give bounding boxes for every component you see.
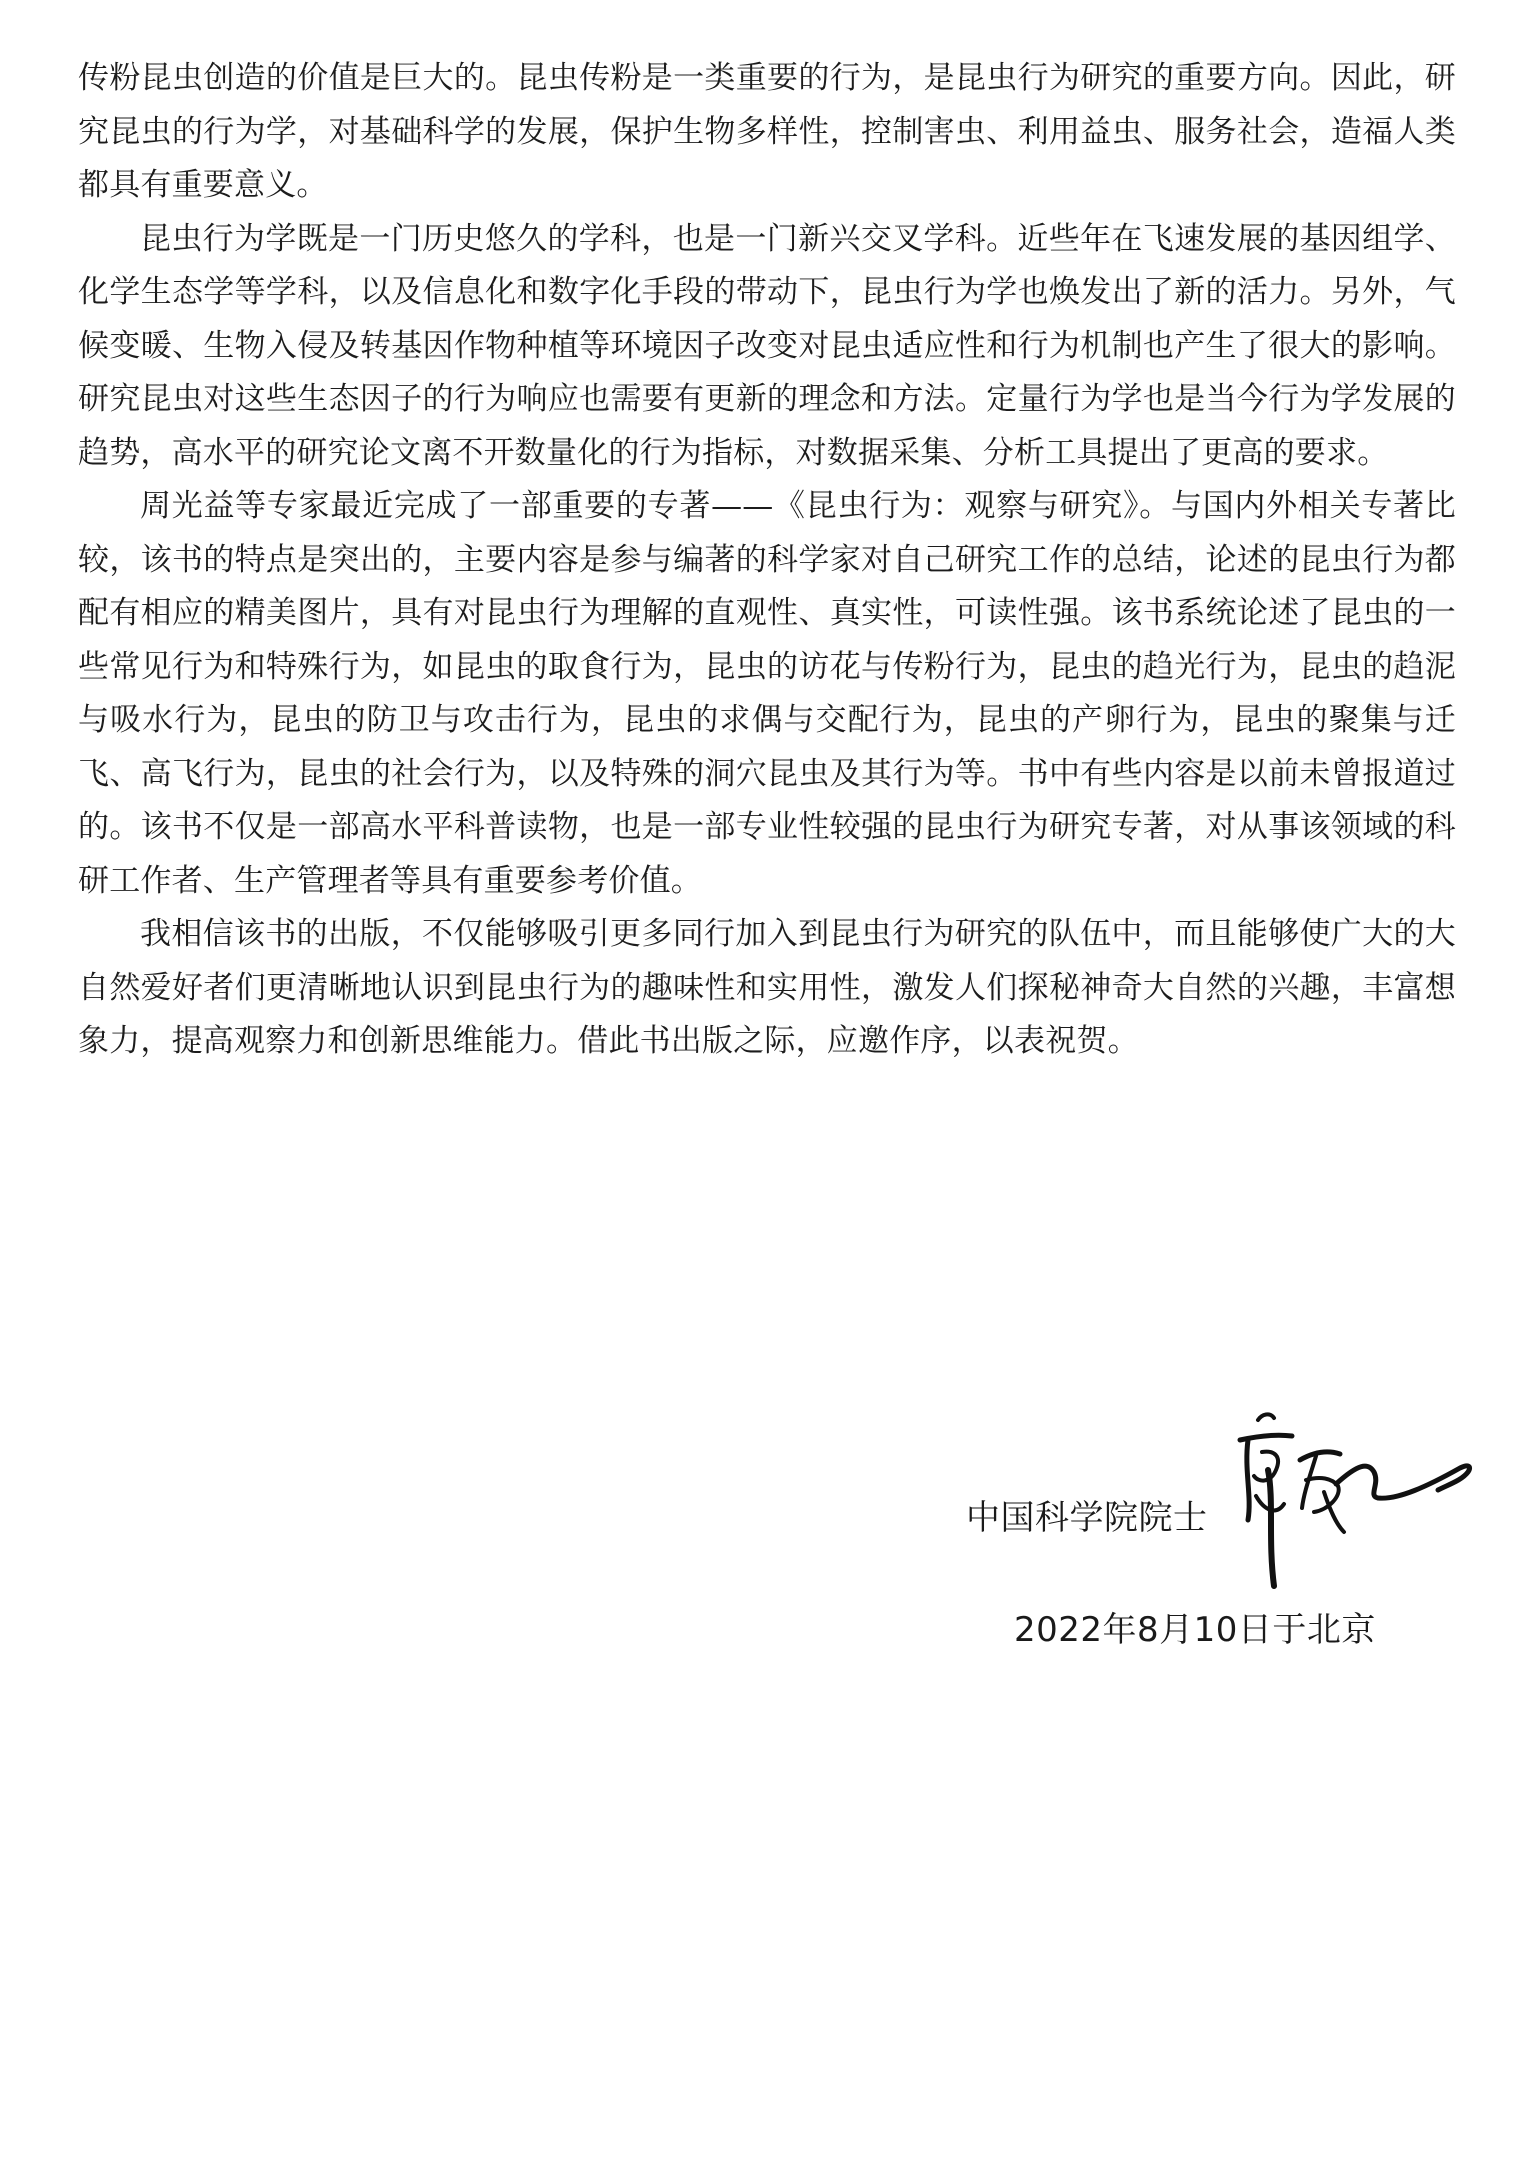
paragraph-3: 周光益等专家最近完成了一部重要的专著——《昆虫行为：观察与研究》。与国内外相关专著比较，该书的特点是突出的，主要内容是参与编著的科学家对自己研究工作的总结，论述的昆虫行为都配有相应的精美图片，具有对昆虫行为理解的直观性、真实性，可读性强。该书系统论述了昆虫的一些常见行为和特殊行为，如昆虫的取食行为，昆虫的访花与传粉行为，昆虫的趋光行为，昆虫的趋泥与吸水行为，昆虫的防卫与攻击行为，昆虫的求偶与交配行为，昆虫的产卵行为，昆虫的聚集与迁飞、高飞行为，昆虫的社会行为，以及特殊的洞穴昆虫及其行为等。书中有些内容是以前未曾报道过的。该书不仅是一部高水平科普读物，也是一部专业性较强的昆虫行为研究专著，对从事该领域的科研工作者、生产管理者等具有重要参考价值。	[78, 488, 1456, 899]
paragraph-2: 昆虫行为学既是一门历史悠久的学科，也是一门新兴交叉学科。近些年在飞速发展的基因组学、化学生态学等学科，以及信息化和数字化手段的带动下，昆虫行为学也焕发出了新的活力。另外，气候变暖、生物入侵及转基因作物种植等环境因子改变对昆虫适应性和行为机制也产生了很大的影响。研究昆虫对这些生态因子的行为响应也需要有更新的理念和方法。定量行为学也是当今行为学发展的趋势，高水平的研究论文离不开数量化的行为指标，对数据采集、分析工具提出了更高的要求。	[78, 220, 1456, 471]
preface-body	[78, 52, 1456, 1069]
date-and-place: 2022年8月10日于北京	[1014, 1610, 1376, 1650]
handwritten-signature	[1218, 1400, 1478, 1600]
academician-title: 中国科学院院士	[966, 1498, 1208, 1538]
paragraph-4: 我相信该书的出版，不仅能够吸引更多同行加入到昆虫行为研究的队伍中，而且能够使广大的大自然爱好者们更清晰地认识到昆虫行为的趣味性和实用性，激发人们探秘神奇大自然的兴趣，丰富想象力，提高观察力和创新思维能力。借此书出版之际，应邀作序，以表祝贺。	[78, 916, 1456, 1059]
paragraph-1: 传粉昆虫创造的价值是巨大的。昆虫传粉是一类重要的行为，是昆虫行为研究的重要方向。因此，研究昆虫的行为学，对基础科学的发展，保护生物多样性，控制害虫、利用益虫、服务社会，造福人类都具有重要意义。	[78, 60, 1456, 203]
